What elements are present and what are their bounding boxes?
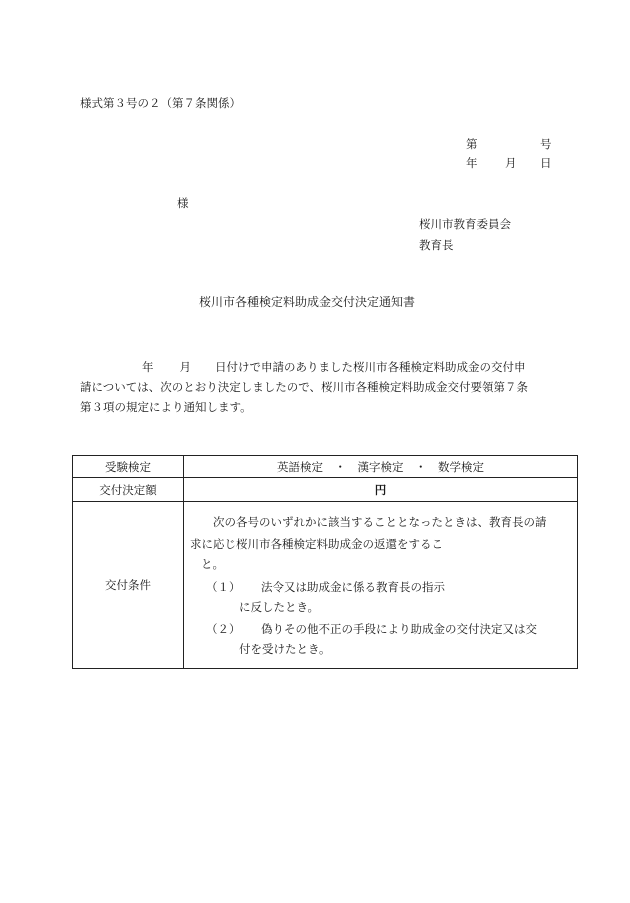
condition-intro-line-1: 次の各号のいずれかに該当することとなったときは、教育長の請 — [213, 515, 547, 529]
date-month-label: 月 — [505, 156, 517, 170]
exam-type-label: 受験検定 — [73, 456, 184, 478]
date-year-label: 年 — [466, 156, 478, 170]
grant-conditions-label: 交付条件 — [73, 502, 184, 669]
table-row — [73, 456, 578, 478]
grant-amount-value: 円 — [184, 478, 578, 502]
condition-item-1-line-2: に反したとき。 — [239, 600, 320, 614]
body-line-2: 請については、次のとおり決定しましたので、桜川市各種検定料助成金交付要領第７条 — [80, 380, 529, 394]
exam-type-value: 英語検定 ・ 漢字検定 ・ 数学検定 — [184, 456, 578, 478]
condition-intro-line-3: と。 — [201, 557, 224, 571]
body-line-3: 第３項の規定により通知します。 — [80, 400, 252, 414]
body-month-label: 月 — [179, 360, 191, 374]
addressee-suffix: 様 — [177, 196, 189, 210]
document-title: 桜川市各種検定料助成金交付決定通知書 — [199, 295, 416, 309]
body-line-1-text: 日付けで申請のありました桜川市各種検定料助成金の交付申 — [215, 360, 526, 374]
issuer-org: 桜川市教育委員会 — [419, 217, 511, 231]
date-day-label: 日 — [540, 156, 552, 170]
grant-terms-table — [72, 455, 578, 669]
body-year-label: 年 — [142, 360, 154, 374]
issuer-title: 教育長 — [419, 238, 454, 252]
table-row — [73, 478, 578, 502]
table-row — [73, 502, 578, 669]
body-paragraph — [80, 357, 550, 417]
condition-item-1-line-1: 法令又は助成金に係る教育長の指示 — [261, 580, 445, 594]
condition-item-2-line-1: 偽りその他不正の手段により助成金の交付決定又は交 — [261, 622, 537, 636]
condition-intro-line-2: 求に応じ桜川市各種検定料助成金の返還をするこ — [190, 537, 443, 551]
doc-number-prefix: 第 — [466, 137, 478, 151]
condition-item-2-number: （２） — [206, 622, 241, 636]
body-line-1 — [80, 357, 550, 377]
doc-number-suffix: 号 — [540, 137, 552, 151]
condition-item-1-number: （１） — [206, 580, 241, 594]
form-label: 様式第３号の２（第７条関係） — [80, 96, 241, 110]
grant-amount-label: 交付決定額 — [73, 478, 184, 502]
condition-item-2-line-2: 付を受けたとき。 — [239, 642, 331, 656]
grant-conditions-cell — [184, 502, 578, 669]
